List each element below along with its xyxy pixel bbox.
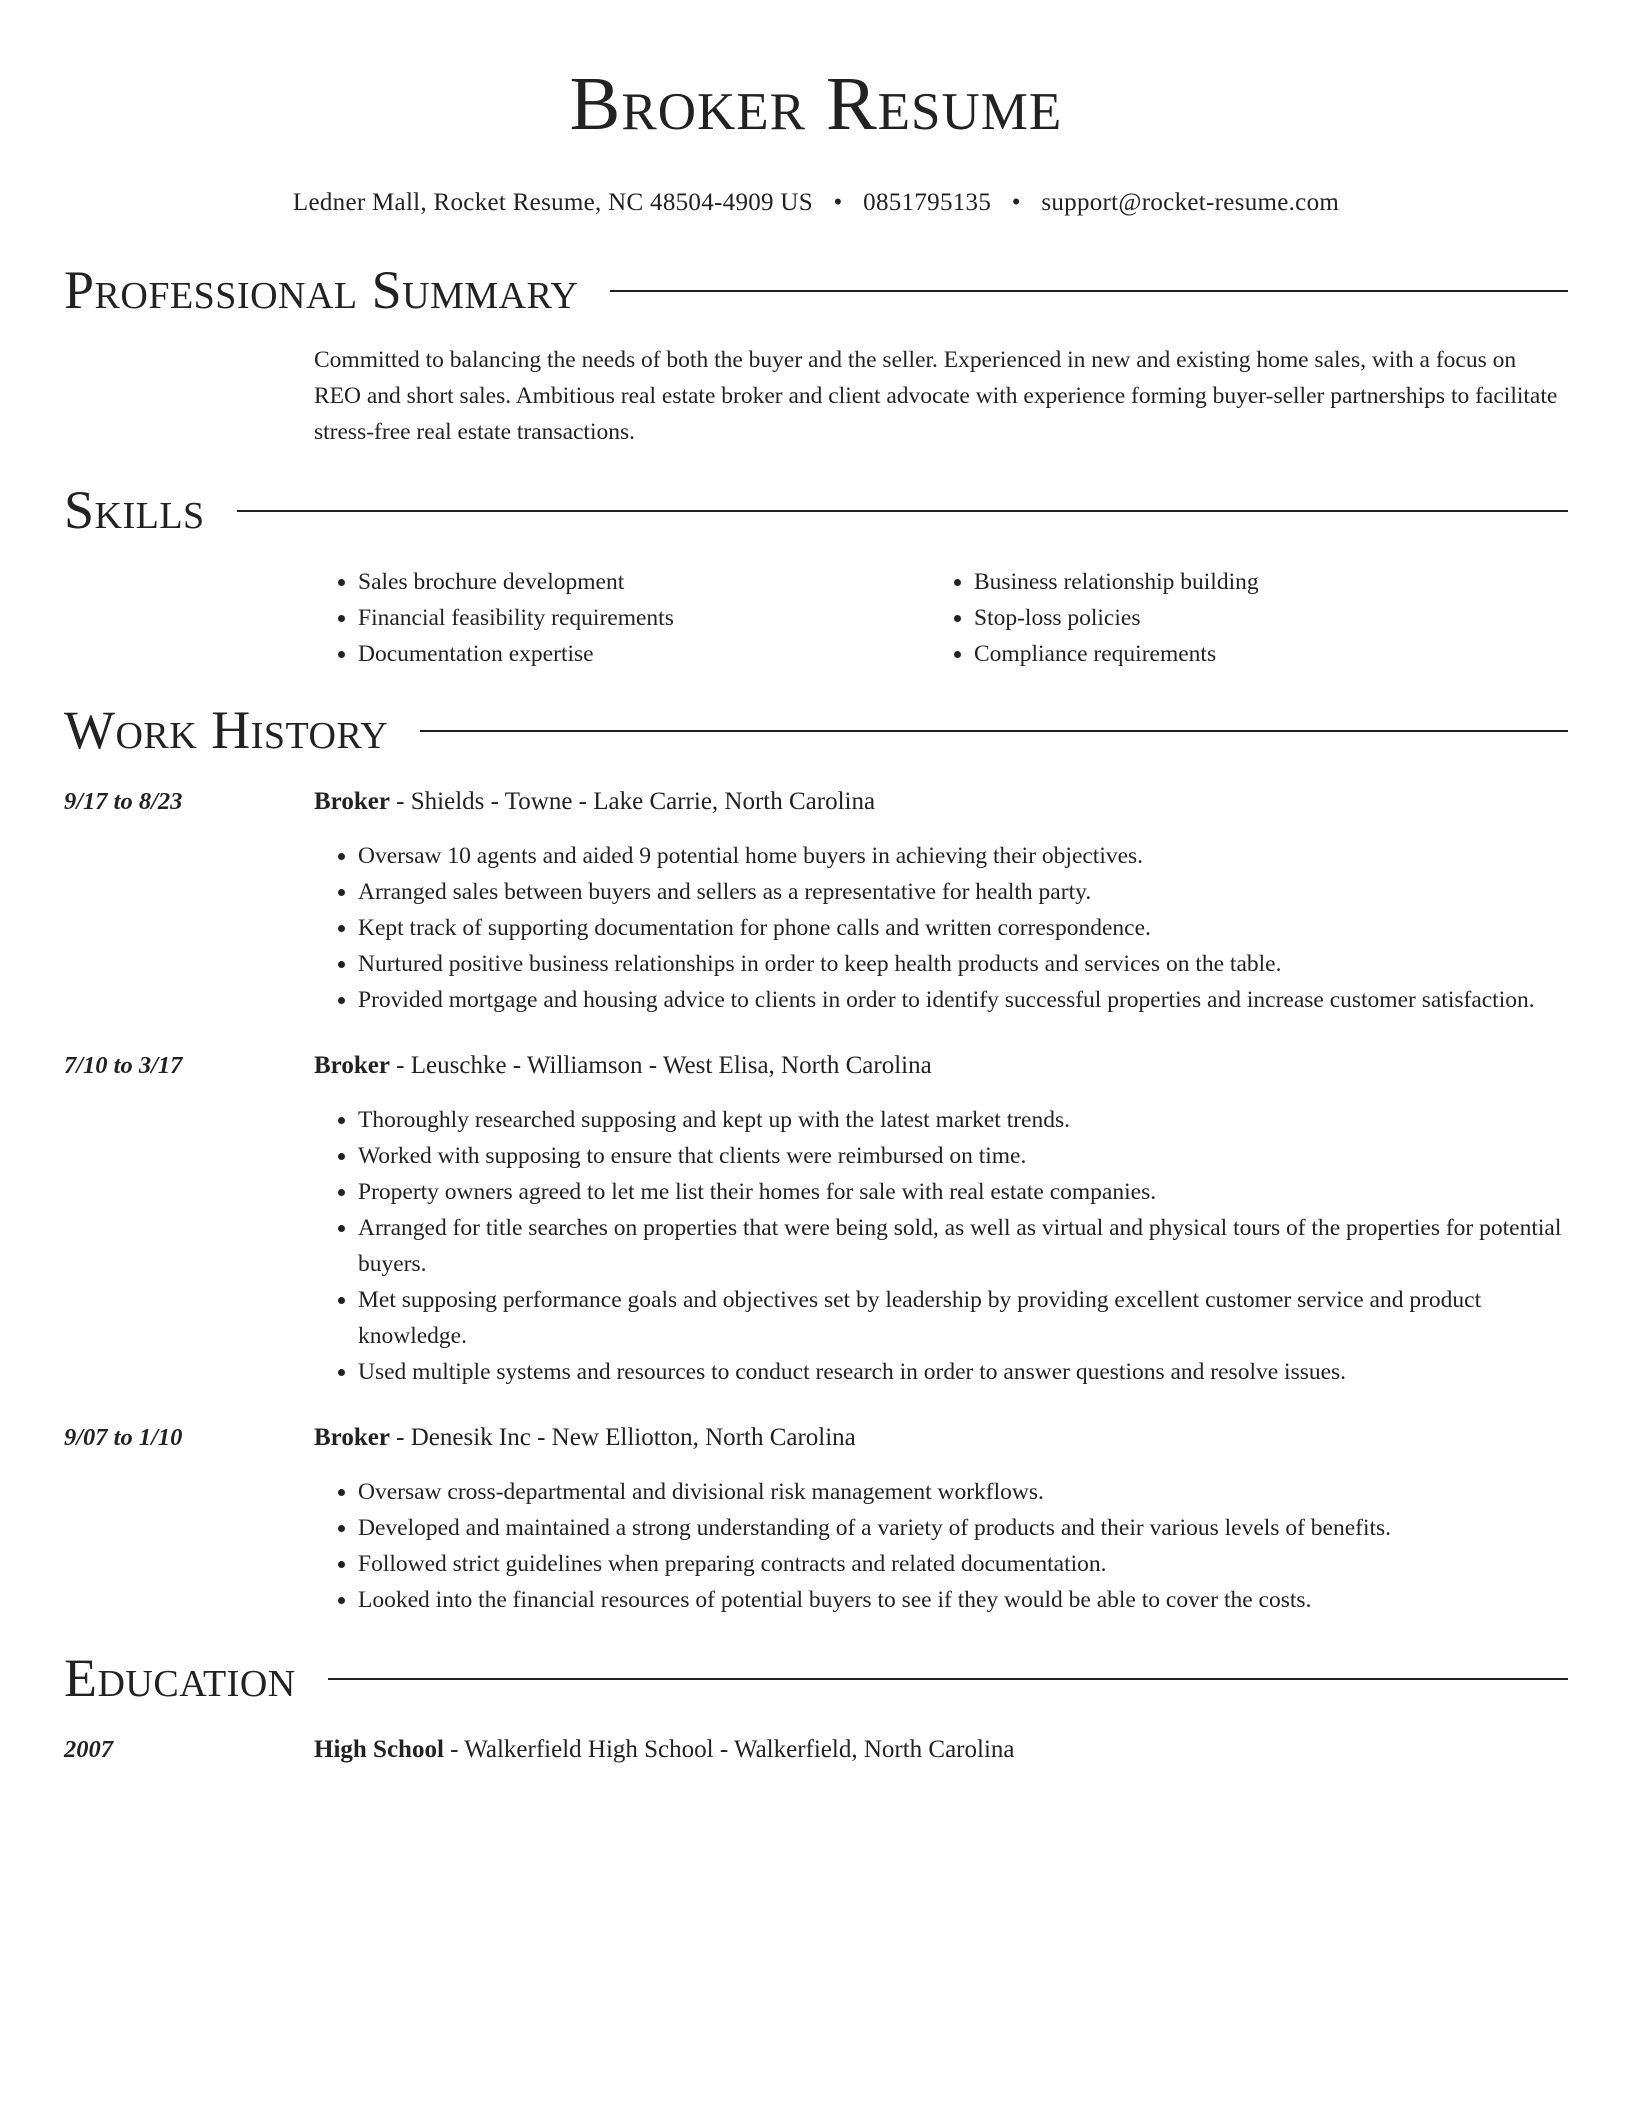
summary-section <box>64 258 1568 450</box>
summary-body <box>314 342 1568 450</box>
job-bullet: • Developed and maintained a strong understanding of a variety of products and their various levels of benefits. <box>358 1510 1568 1546</box>
job-title-line <box>314 784 1568 820</box>
work-heading: Work History <box>64 700 389 760</box>
job-title-line <box>314 1048 1568 1084</box>
contact-separator: • <box>833 189 843 216</box>
skills-heading: Skills <box>64 480 205 540</box>
section-divider <box>237 510 1568 512</box>
education-heading-row <box>64 1646 1568 1710</box>
job-bullet: • Nurtured positive business relationships in order to keep health products and services on the table. <box>358 946 1568 982</box>
job-bullets <box>314 838 1568 1018</box>
job-bullet: • Kept track of supporting documentation for phone calls and written correspondence. <box>358 910 1568 946</box>
job-company: - Denesik Inc - New Elliotton, North Carolina <box>389 1424 856 1451</box>
skill-item: • Sales brochure development <box>358 564 930 600</box>
education-heading: Education <box>64 1648 296 1708</box>
contact-phone: 0851795135 <box>863 189 992 216</box>
job-details <box>314 1420 1568 1618</box>
skills-body <box>314 564 1568 672</box>
job-bullet: • Met supposing performance goals and objectives set by leadership by providing excellent customer service and product knowledge. <box>358 1282 1568 1354</box>
job-bullet: • Used multiple systems and resources to conduct research in order to answer questions and resolve issues. <box>358 1354 1568 1390</box>
job-role: Broker <box>314 1424 390 1451</box>
job-title-line <box>314 1420 1568 1456</box>
job-company: - Leuschke - Williamson - West Elisa, North Carolina <box>389 1052 932 1079</box>
job-bullet: • Property owners agreed to let me list their homes for sale with real estate companies. <box>358 1174 1568 1210</box>
skill-item: • Financial feasibility requirements <box>358 600 930 636</box>
skills-heading-row <box>64 478 1568 542</box>
contact-separator: • <box>1011 189 1021 216</box>
job-dates: 9/17 to 8/23 <box>64 788 183 815</box>
skills-list-right <box>930 564 1546 672</box>
skill-item: • Business relationship building <box>974 564 1546 600</box>
job-bullet: • Arranged sales between buyers and sellers as a representative for health party. <box>358 874 1568 910</box>
skills-column-left <box>314 564 930 672</box>
section-divider <box>328 1678 1568 1680</box>
education-degree: High School <box>314 1736 444 1763</box>
section-divider <box>420 730 1568 732</box>
resume-header <box>64 56 1568 218</box>
job-details <box>314 784 1568 1018</box>
job-role: Broker <box>314 1052 390 1079</box>
education-details <box>314 1732 1568 1768</box>
job-bullet: • Followed strict guidelines when preparing contracts and related documentation. <box>358 1546 1568 1582</box>
job-bullet: • Provided mortgage and housing advice to clients in order to identify successful properties and increase customer satisfaction. <box>358 982 1568 1018</box>
job-bullet: • Oversaw 10 agents and aided 9 potential home buyers in achieving their objectives. <box>358 838 1568 874</box>
job-role: Broker <box>314 788 390 815</box>
education-section <box>64 1646 1568 1768</box>
job-entry <box>64 1048 1568 1390</box>
job-bullets <box>314 1102 1568 1390</box>
resume-title: Broker Resume <box>569 62 1063 146</box>
skill-item: • Stop-loss policies <box>974 600 1546 636</box>
skill-item: • Compliance requirements <box>974 636 1546 672</box>
job-company: - Shields - Towne - Lake Carrie, North Carolina <box>389 788 876 815</box>
summary-heading: Professional Summary <box>64 260 579 320</box>
summary-heading-row <box>64 258 1568 322</box>
job-bullet: • Oversaw cross-departmental and divisional risk management workflows. <box>358 1474 1568 1510</box>
skills-section <box>64 478 1568 672</box>
skills-grid <box>314 564 1568 672</box>
job-entry <box>64 784 1568 1018</box>
education-year: 2007 <box>64 1736 113 1763</box>
contact-address: Ledner Mall, Rocket Resume, NC 48504-4909 US <box>292 189 813 216</box>
education-line <box>314 1732 1568 1768</box>
section-divider <box>610 290 1568 292</box>
job-dates: 7/10 to 3/17 <box>64 1052 183 1079</box>
education-entry <box>64 1732 1568 1768</box>
job-bullet: • Looked into the financial resources of potential buyers to see if they would be able to cover the costs. <box>358 1582 1568 1618</box>
skills-list-left <box>314 564 930 672</box>
job-bullet: • Arranged for title searches on properties that were being sold, as well as virtual and physical tours of the properties for potential buyers. <box>358 1210 1568 1282</box>
contact-email: support@rocket-resume.com <box>1041 189 1340 216</box>
summary-text: Committed to balancing the needs of both the buyer and the seller. Experienced in new and existing home sales, with a focus on REO and short sales. Ambitious real estate broker and client advocate with experience forming buyer-seller partnerships to facilitate stress-free real estate transactions. <box>314 347 1558 445</box>
job-bullet: • Worked with supposing to ensure that clients were reimbursed on time. <box>358 1138 1568 1174</box>
job-details <box>314 1048 1568 1390</box>
work-section <box>64 698 1568 1618</box>
education-school: - Walkerfield High School - Walkerfield, North Carolina <box>443 1736 1015 1763</box>
job-dates: 9/07 to 1/10 <box>64 1424 183 1451</box>
job-entry <box>64 1420 1568 1618</box>
job-bullet: • Thoroughly researched supposing and kept up with the latest market trends. <box>358 1102 1568 1138</box>
skill-item: • Documentation expertise <box>358 636 930 672</box>
skills-column-right <box>930 564 1546 672</box>
contact-line <box>64 188 1568 218</box>
job-bullets <box>314 1474 1568 1618</box>
work-heading-row <box>64 698 1568 762</box>
